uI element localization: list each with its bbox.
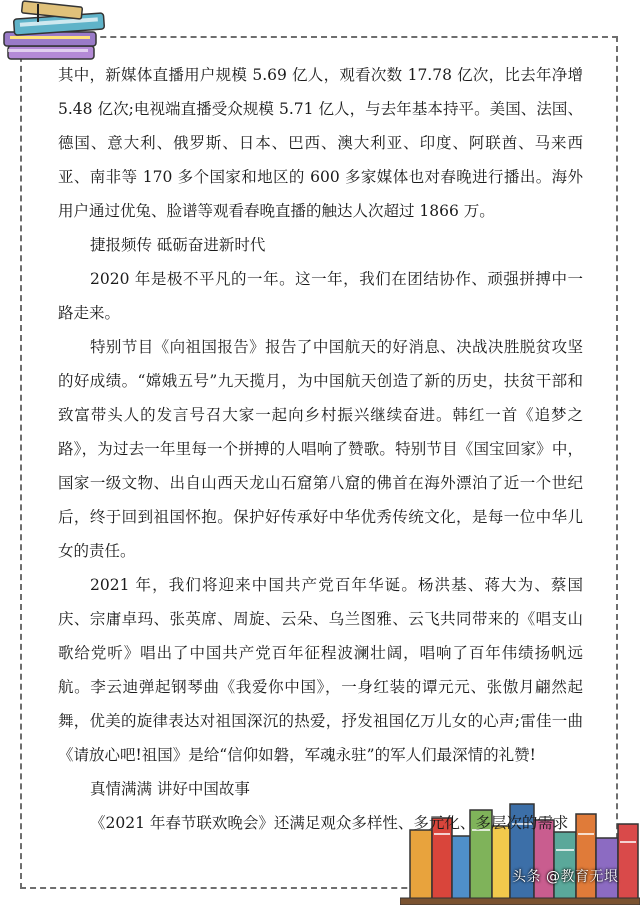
paragraph: 2021 年，我们将迎来中国共产党百年华诞。杨洪基、蒋大为、蔡国庆、宗庸卓玛、张英席、周旋、云朵、乌兰图雅、云飞共同带来的《唱支山歌给党听》唱出了中国共产党百年征程波澜壮阔，唱响了百年伟绩扬帆远航。李云迪弹起钢琴曲《我爱你中国》，一身红装的谭元元、张傲月翩然起舞，优美的旋律表达对祖国深沉的热爱，抒发祖国亿万儿女的心声;雷佳一曲《请放心吧!祖国》是给“信仰如磐，军魂永驻”的军人们最深情的礼赞!: [58, 576, 583, 764]
paragraph: 其中，新媒体直播用户规模 5.69 亿人，观看次数 17.78 亿次，比去年净增 5.48 亿次;电视端直播受众规模 5.71 亿人，与去年基本持平。美国、法国、德国、意大利、俄罗斯、日本、巴西、澳大利亚、印度、阿联酋、马来西亚、南非等 170 多个国家和地区的 600 多家媒体也对春晚进行播出。海外用户通过优兔、脸谱等观看春晚直播的触达人次超过 1866 万。: [58, 66, 583, 220]
article-body: [58, 58, 583, 840]
paragraph: 《2021 年春节联欢晚会》还满足观众多样性、多元化、多层次的需求: [90, 814, 569, 832]
paragraph: 2020 年是极不平凡的一年。这一年，我们在团结协作、顽强拼搏中一路走来。: [58, 270, 583, 322]
paragraph: 特别节目《向祖国报告》报告了中国航天的好消息、决战决胜脱贫攻坚的好成绩。“嫦娥五号”九天揽月，为中国航天创造了新的历史，扶贫干部和致富带头人的发言号召大家一起向乡村振兴继续奋进。韩红一首《追梦之路》，为过去一年里每一个拼搏的人唱响了赞歌。特别节目《国宝回家》中，国家一级文物、出自山西天龙山石窟第八窟的佛首在海外漂泊了近一个世纪后，终于回到祖国怀抱。保护好传承好中华优秀传统文化，是每一位中华儿女的责任。: [58, 338, 583, 560]
section-heading: 真情满满 讲好中国故事: [90, 780, 250, 798]
section-heading: 捷报频传 砥砺奋进新时代: [90, 236, 266, 254]
watermark-text: 头条 @教育无垠: [512, 869, 619, 885]
